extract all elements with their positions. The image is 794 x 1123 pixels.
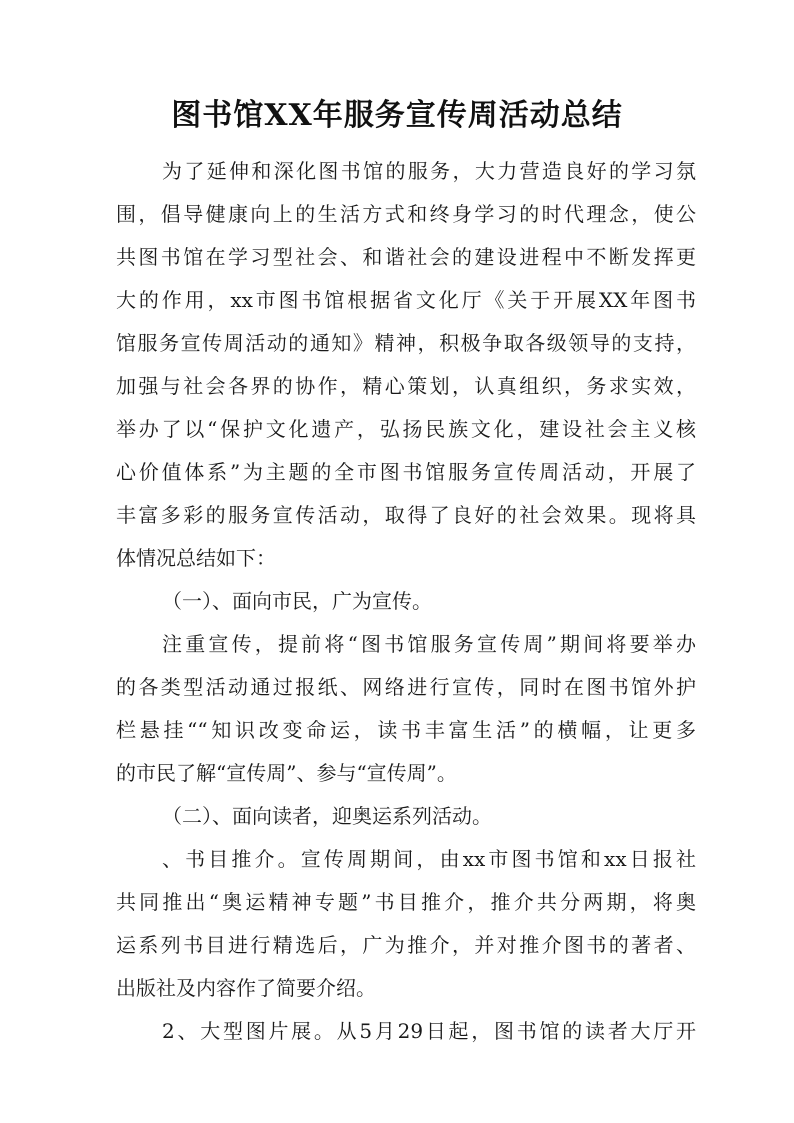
paragraph-line: 共同推出“奥运精神专题”书目推介，推介共分两期，将奥: [116, 890, 696, 914]
paragraph-line: 围，倡导健康向上的生活方式和终身学习的时代理念，使公: [116, 202, 696, 226]
section-heading: （二）、面向读者，迎奥运系列活动。: [162, 804, 492, 828]
paragraph-line: 2、大型图片展。从5月29日起，图书馆的读者大厅开: [162, 1019, 696, 1043]
paragraph-line: 运系列书目进行精选后，广为推介，并对推介图书的著者、: [116, 933, 696, 957]
paragraph-line: 体情况总结如下：: [116, 546, 276, 570]
paragraph-line: 馆服务宣传周活动的通知》精神，积极争取各级领导的支持，: [116, 331, 696, 355]
paragraph-line: 栏悬挂““知识改变命运，读书丰富生活”的横幅，让更多: [116, 718, 696, 742]
paragraph-line: 共图书馆在学习型社会、和谐社会的建设进程中不断发挥更: [116, 245, 696, 269]
paragraph-line: 大的作用，xx市图书馆根据省文化厅《关于开展XX年图书: [116, 288, 696, 312]
paragraph-line: 举办了以“保护文化遗产，弘扬民族文化，建设社会主义核: [116, 417, 696, 441]
paragraph-line: 注重宣传，提前将“图书馆服务宣传周”期间将要举办: [162, 632, 696, 656]
paragraph-line: 、书目推介。宣传周期间，由xx市图书馆和xx日报社: [162, 847, 696, 871]
paragraph-line: 为了延伸和深化图书馆的服务，大力营造良好的学习氛: [162, 159, 696, 183]
paragraph-line: 的市民了解“宣传周”、参与“宣传周”。: [116, 761, 457, 785]
paragraph-line: 加强与社会各界的协作，精心策划，认真组织，务求实效，: [116, 374, 696, 398]
paragraph-line: 心价值体系”为主题的全市图书馆服务宣传周活动，开展了: [116, 460, 696, 484]
paragraph-line: 丰富多彩的服务宣传活动，取得了良好的社会效果。现将具: [116, 503, 696, 527]
paragraph-line: 的各类型活动通过报纸、网络进行宣传，同时在图书馆外护: [116, 675, 696, 699]
document-title: 图书馆XX年服务宣传周活动总结: [171, 98, 623, 133]
section-heading: （一）、面向市民，广为宣传。: [162, 589, 432, 613]
paragraph-line: 出版社及内容作了简要介绍。: [116, 976, 376, 1000]
